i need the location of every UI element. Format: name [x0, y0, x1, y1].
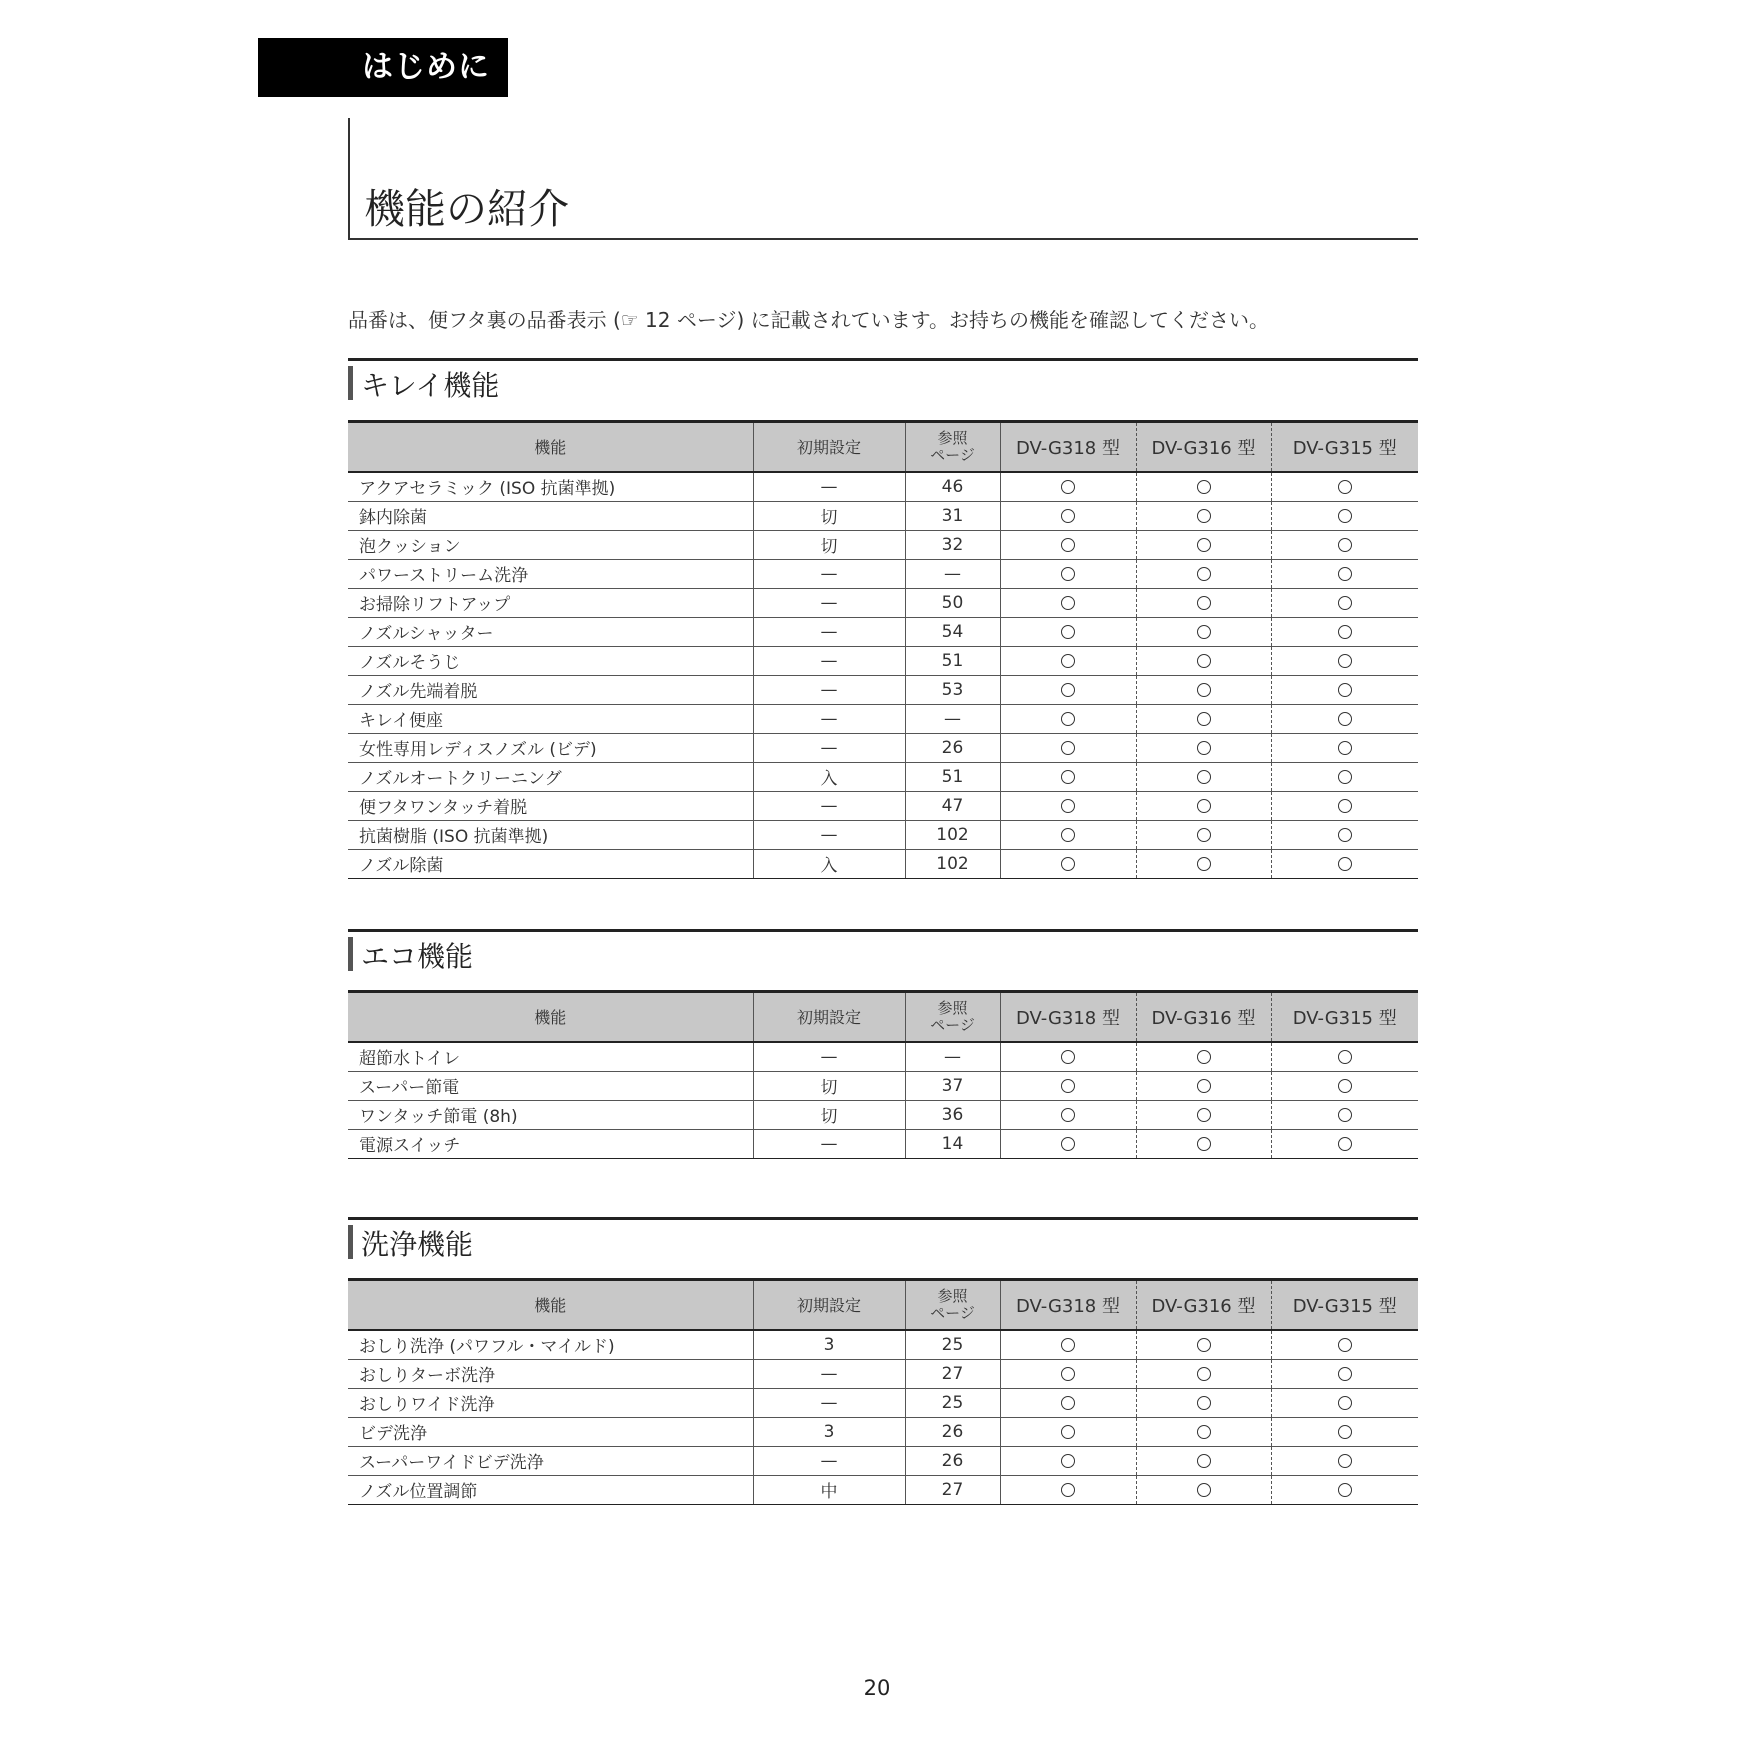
feature-table — [348, 1278, 1418, 1505]
supported-circle-icon — [1338, 828, 1352, 842]
table-row — [348, 1129, 1418, 1158]
initial-setting: 切 — [753, 1100, 905, 1129]
section-heading — [348, 929, 1418, 973]
model-dv-g318-support — [1000, 820, 1136, 849]
supported-circle-icon — [1061, 625, 1075, 639]
supported-circle-icon — [1197, 741, 1211, 755]
page-number: 20 — [863, 1676, 891, 1700]
model-dv-g315-support — [1271, 1475, 1418, 1504]
supported-circle-icon — [1197, 1079, 1211, 1093]
supported-circle-icon — [1338, 596, 1352, 610]
supported-circle-icon — [1061, 1454, 1075, 1468]
feature-name: おしりワイド洗浄 — [348, 1388, 753, 1417]
header-feature: 機能 — [348, 992, 753, 1042]
model-dv-g318-support — [1000, 762, 1136, 791]
section-heading — [348, 1217, 1418, 1261]
model-dv-g315-support — [1271, 675, 1418, 704]
initial-setting: — — [753, 1446, 905, 1475]
table-row — [348, 762, 1418, 791]
supported-circle-icon — [1061, 1396, 1075, 1410]
feature-name: おしりターボ洗浄 — [348, 1359, 753, 1388]
supported-circle-icon — [1338, 1483, 1352, 1497]
model-dv-g315-support — [1271, 1417, 1418, 1446]
supported-circle-icon — [1338, 1338, 1352, 1352]
feature-name: 抗菌樹脂 (ISO 抗菌準拠) — [348, 820, 753, 849]
supported-circle-icon — [1338, 480, 1352, 494]
reference-page: — — [905, 704, 1000, 733]
feature-name: ノズルオートクリーニング — [348, 762, 753, 791]
model-dv-g318-support — [1000, 588, 1136, 617]
supported-circle-icon — [1061, 1425, 1075, 1439]
model-dv-g318-support — [1000, 1417, 1136, 1446]
table-row — [348, 617, 1418, 646]
model-dv-g316-support — [1136, 1129, 1271, 1158]
reference-page: 26 — [905, 733, 1000, 762]
initial-setting: 3 — [753, 1417, 905, 1446]
model-dv-g318-support — [1000, 646, 1136, 675]
supported-circle-icon — [1197, 567, 1211, 581]
supported-circle-icon — [1197, 625, 1211, 639]
initial-setting: 切 — [753, 530, 905, 559]
model-dv-g315-support — [1271, 646, 1418, 675]
model-dv-g318-support — [1000, 791, 1136, 820]
supported-circle-icon — [1338, 1050, 1352, 1064]
supported-circle-icon — [1338, 1396, 1352, 1410]
initial-setting: 切 — [753, 1071, 905, 1100]
reference-page: 102 — [905, 820, 1000, 849]
model-dv-g315-support — [1271, 1330, 1418, 1360]
feature-name: 鉢内除菌 — [348, 501, 753, 530]
reference-page: 25 — [905, 1388, 1000, 1417]
supported-circle-icon — [1338, 1108, 1352, 1122]
model-dv-g318-support — [1000, 617, 1136, 646]
supported-circle-icon — [1061, 741, 1075, 755]
table-row — [348, 472, 1418, 502]
initial-setting: — — [753, 733, 905, 762]
model-dv-g315-support — [1271, 1359, 1418, 1388]
header-reference-line2: ページ — [930, 445, 975, 464]
reference-page: — — [905, 559, 1000, 588]
reference-page: 27 — [905, 1359, 1000, 1388]
model-dv-g318-support — [1000, 1330, 1136, 1360]
model-dv-g315-support — [1271, 1042, 1418, 1072]
header-initial-setting: 初期設定 — [753, 1280, 905, 1330]
supported-circle-icon — [1197, 1137, 1211, 1151]
table-row — [348, 1446, 1418, 1475]
model-dv-g318-support — [1000, 675, 1136, 704]
model-dv-g316-support — [1136, 1475, 1271, 1504]
table-row — [348, 501, 1418, 530]
section-heading-bar — [348, 1225, 353, 1259]
table-row — [348, 733, 1418, 762]
header-reference-line1: 参照 — [937, 428, 968, 447]
header-initial-setting: 初期設定 — [753, 422, 905, 472]
feature-name: 便フタワンタッチ着脱 — [348, 791, 753, 820]
table-row — [348, 1417, 1418, 1446]
model-dv-g315-support — [1271, 588, 1418, 617]
supported-circle-icon — [1197, 1454, 1211, 1468]
reference-page: 36 — [905, 1100, 1000, 1129]
model-dv-g315-support — [1271, 501, 1418, 530]
feature-name: キレイ便座 — [348, 704, 753, 733]
table-row — [348, 1359, 1418, 1388]
supported-circle-icon — [1197, 1483, 1211, 1497]
section-title: エコ機能 — [361, 940, 474, 973]
header-model-dv-g315: DV-G315 型 — [1271, 992, 1418, 1042]
model-dv-g315-support — [1271, 762, 1418, 791]
section-title: キレイ機能 — [361, 369, 500, 402]
supported-circle-icon — [1197, 1108, 1211, 1122]
feature-name: ノズルシャッター — [348, 617, 753, 646]
feature-name: おしり洗浄 (パワフル・マイルド) — [348, 1330, 753, 1360]
initial-setting: — — [753, 1129, 905, 1158]
reference-page: 53 — [905, 675, 1000, 704]
model-dv-g315-support — [1271, 820, 1418, 849]
model-dv-g315-support — [1271, 1388, 1418, 1417]
supported-circle-icon — [1061, 538, 1075, 552]
header-reference-line1: 参照 — [937, 1286, 968, 1305]
feature-name: お掃除リフトアップ — [348, 588, 753, 617]
reference-page: 14 — [905, 1129, 1000, 1158]
reference-page: 50 — [905, 588, 1000, 617]
initial-setting: 中 — [753, 1475, 905, 1504]
model-dv-g316-support — [1136, 1330, 1271, 1360]
model-dv-g316-support — [1136, 1071, 1271, 1100]
feature-name: 超節水トイレ — [348, 1042, 753, 1072]
feature-name: スーパー節電 — [348, 1071, 753, 1100]
header-initial-setting: 初期設定 — [753, 992, 905, 1042]
supported-circle-icon — [1061, 1137, 1075, 1151]
initial-setting: — — [753, 472, 905, 502]
header-reference-line2: ページ — [930, 1303, 975, 1322]
model-dv-g318-support — [1000, 1100, 1136, 1129]
table-header-row — [348, 992, 1418, 1042]
feature-table — [348, 990, 1418, 1159]
supported-circle-icon — [1197, 770, 1211, 784]
header-model-dv-g315: DV-G315 型 — [1271, 1280, 1418, 1330]
feature-name: ワンタッチ節電 (8h) — [348, 1100, 753, 1129]
supported-circle-icon — [1338, 741, 1352, 755]
supported-circle-icon — [1338, 567, 1352, 581]
reference-page: 31 — [905, 501, 1000, 530]
reference-page: 32 — [905, 530, 1000, 559]
initial-setting: 切 — [753, 501, 905, 530]
model-dv-g318-support — [1000, 1042, 1136, 1072]
header-feature: 機能 — [348, 422, 753, 472]
header-model-dv-g318: DV-G318 型 — [1000, 422, 1136, 472]
model-dv-g316-support — [1136, 704, 1271, 733]
table-row — [348, 791, 1418, 820]
supported-circle-icon — [1061, 567, 1075, 581]
model-dv-g315-support — [1271, 1129, 1418, 1158]
feature-name: ノズルそうじ — [348, 646, 753, 675]
feature-name: ビデ洗浄 — [348, 1417, 753, 1446]
table-header-row — [348, 1280, 1418, 1330]
table-header-row — [348, 422, 1418, 472]
section-heading-bar — [348, 937, 353, 971]
model-dv-g316-support — [1136, 617, 1271, 646]
initial-setting: 入 — [753, 849, 905, 878]
reference-page: 37 — [905, 1071, 1000, 1100]
model-dv-g316-support — [1136, 820, 1271, 849]
model-dv-g318-support — [1000, 1475, 1136, 1504]
feature-name: ノズル除菌 — [348, 849, 753, 878]
supported-circle-icon — [1197, 480, 1211, 494]
model-dv-g318-support — [1000, 1129, 1136, 1158]
initial-setting: — — [753, 1388, 905, 1417]
feature-table — [348, 420, 1418, 879]
supported-circle-icon — [1061, 1483, 1075, 1497]
model-dv-g318-support — [1000, 849, 1136, 878]
intro-text: 品番は、便フタ裏の品番表示 (☞ 12 ページ) に記載されています。お持ちの機能を確認してください。 — [348, 308, 1270, 332]
feature-name: 電源スイッチ — [348, 1129, 753, 1158]
model-dv-g316-support — [1136, 530, 1271, 559]
header-feature: 機能 — [348, 1280, 753, 1330]
initial-setting: — — [753, 617, 905, 646]
reference-page: 51 — [905, 646, 1000, 675]
reference-page: 46 — [905, 472, 1000, 502]
supported-circle-icon — [1197, 799, 1211, 813]
reference-page: 102 — [905, 849, 1000, 878]
table-row — [348, 849, 1418, 878]
model-dv-g315-support — [1271, 849, 1418, 878]
initial-setting: — — [753, 820, 905, 849]
supported-circle-icon — [1061, 683, 1075, 697]
chapter-tab: はじめに — [258, 38, 508, 97]
supported-circle-icon — [1338, 799, 1352, 813]
supported-circle-icon — [1197, 538, 1211, 552]
header-model-dv-g315: DV-G315 型 — [1271, 422, 1418, 472]
supported-circle-icon — [1338, 857, 1352, 871]
supported-circle-icon — [1338, 1425, 1352, 1439]
model-dv-g315-support — [1271, 1071, 1418, 1100]
initial-setting: — — [753, 675, 905, 704]
supported-circle-icon — [1197, 1367, 1211, 1381]
reference-page: 51 — [905, 762, 1000, 791]
model-dv-g316-support — [1136, 1388, 1271, 1417]
model-dv-g315-support — [1271, 472, 1418, 502]
supported-circle-icon — [1061, 857, 1075, 871]
initial-setting: — — [753, 588, 905, 617]
table-row — [348, 1330, 1418, 1360]
model-dv-g318-support — [1000, 1446, 1136, 1475]
model-dv-g315-support — [1271, 733, 1418, 762]
table-row — [348, 675, 1418, 704]
feature-name: パワーストリーム洗浄 — [348, 559, 753, 588]
table-row — [348, 820, 1418, 849]
supported-circle-icon — [1197, 654, 1211, 668]
supported-circle-icon — [1197, 596, 1211, 610]
reference-page: 26 — [905, 1446, 1000, 1475]
supported-circle-icon — [1061, 1050, 1075, 1064]
supported-circle-icon — [1338, 625, 1352, 639]
initial-setting: — — [753, 791, 905, 820]
section-heading — [348, 358, 1418, 402]
model-dv-g318-support — [1000, 559, 1136, 588]
supported-circle-icon — [1061, 654, 1075, 668]
model-dv-g316-support — [1136, 849, 1271, 878]
supported-circle-icon — [1061, 799, 1075, 813]
header-model-dv-g316: DV-G316 型 — [1136, 422, 1271, 472]
model-dv-g318-support — [1000, 501, 1136, 530]
supported-circle-icon — [1061, 1338, 1075, 1352]
supported-circle-icon — [1061, 1367, 1075, 1381]
supported-circle-icon — [1338, 712, 1352, 726]
header-model-dv-g318: DV-G318 型 — [1000, 1280, 1136, 1330]
model-dv-g316-support — [1136, 559, 1271, 588]
table-row — [348, 1042, 1418, 1072]
model-dv-g315-support — [1271, 791, 1418, 820]
table-row — [348, 1100, 1418, 1129]
model-dv-g316-support — [1136, 588, 1271, 617]
table-row — [348, 1388, 1418, 1417]
supported-circle-icon — [1338, 770, 1352, 784]
table-row — [348, 704, 1418, 733]
header-reference-line1: 参照 — [937, 998, 968, 1017]
feature-name: スーパーワイドビデ洗浄 — [348, 1446, 753, 1475]
supported-circle-icon — [1061, 1108, 1075, 1122]
supported-circle-icon — [1338, 538, 1352, 552]
model-dv-g318-support — [1000, 472, 1136, 502]
initial-setting: — — [753, 646, 905, 675]
model-dv-g316-support — [1136, 1359, 1271, 1388]
initial-setting: — — [753, 704, 905, 733]
header-reference-line2: ページ — [930, 1015, 975, 1034]
feature-name: 女性専用レディスノズル (ビデ) — [348, 733, 753, 762]
supported-circle-icon — [1338, 1454, 1352, 1468]
model-dv-g316-support — [1136, 791, 1271, 820]
model-dv-g316-support — [1136, 646, 1271, 675]
feature-name: 泡クッション — [348, 530, 753, 559]
model-dv-g315-support — [1271, 559, 1418, 588]
supported-circle-icon — [1197, 1396, 1211, 1410]
model-dv-g316-support — [1136, 1417, 1271, 1446]
supported-circle-icon — [1338, 1079, 1352, 1093]
model-dv-g316-support — [1136, 762, 1271, 791]
model-dv-g315-support — [1271, 1446, 1418, 1475]
feature-name: アクアセラミック (ISO 抗菌準拠) — [348, 472, 753, 502]
supported-circle-icon — [1338, 509, 1352, 523]
header-reference-page — [905, 992, 1000, 1042]
supported-circle-icon — [1338, 1137, 1352, 1151]
feature-name: ノズル先端着脱 — [348, 675, 753, 704]
model-dv-g315-support — [1271, 704, 1418, 733]
header-model-dv-g316: DV-G316 型 — [1136, 992, 1271, 1042]
model-dv-g318-support — [1000, 704, 1136, 733]
reference-page: 47 — [905, 791, 1000, 820]
feature-name: ノズル位置調節 — [348, 1475, 753, 1504]
header-reference-page — [905, 422, 1000, 472]
model-dv-g315-support — [1271, 1100, 1418, 1129]
title-block — [348, 118, 1418, 240]
model-dv-g318-support — [1000, 733, 1136, 762]
table-row — [348, 1475, 1418, 1504]
table-row — [348, 1071, 1418, 1100]
model-dv-g316-support — [1136, 472, 1271, 502]
model-dv-g316-support — [1136, 1100, 1271, 1129]
model-dv-g316-support — [1136, 501, 1271, 530]
model-dv-g316-support — [1136, 1042, 1271, 1072]
supported-circle-icon — [1197, 828, 1211, 842]
header-model-dv-g318: DV-G318 型 — [1000, 992, 1136, 1042]
table-row — [348, 559, 1418, 588]
table-row — [348, 530, 1418, 559]
page-title: 機能の紹介 — [364, 185, 569, 233]
model-dv-g315-support — [1271, 530, 1418, 559]
supported-circle-icon — [1197, 509, 1211, 523]
section-title: 洗浄機能 — [361, 1228, 474, 1261]
initial-setting: 入 — [753, 762, 905, 791]
section-heading-bar — [348, 366, 353, 400]
reference-page: 27 — [905, 1475, 1000, 1504]
supported-circle-icon — [1197, 1050, 1211, 1064]
supported-circle-icon — [1061, 712, 1075, 726]
supported-circle-icon — [1197, 683, 1211, 697]
table-row — [348, 646, 1418, 675]
model-dv-g318-support — [1000, 1388, 1136, 1417]
model-dv-g316-support — [1136, 733, 1271, 762]
supported-circle-icon — [1338, 654, 1352, 668]
initial-setting: 3 — [753, 1330, 905, 1360]
supported-circle-icon — [1197, 1425, 1211, 1439]
model-dv-g318-support — [1000, 530, 1136, 559]
initial-setting: — — [753, 559, 905, 588]
supported-circle-icon — [1197, 857, 1211, 871]
table-row — [348, 588, 1418, 617]
reference-page: 26 — [905, 1417, 1000, 1446]
model-dv-g315-support — [1271, 617, 1418, 646]
supported-circle-icon — [1197, 712, 1211, 726]
header-model-dv-g316: DV-G316 型 — [1136, 1280, 1271, 1330]
initial-setting: — — [753, 1042, 905, 1072]
reference-page: — — [905, 1042, 1000, 1072]
initial-setting: — — [753, 1359, 905, 1388]
reference-page: 25 — [905, 1330, 1000, 1360]
supported-circle-icon — [1061, 828, 1075, 842]
supported-circle-icon — [1197, 1338, 1211, 1352]
supported-circle-icon — [1338, 683, 1352, 697]
model-dv-g318-support — [1000, 1359, 1136, 1388]
supported-circle-icon — [1061, 509, 1075, 523]
supported-circle-icon — [1061, 596, 1075, 610]
model-dv-g316-support — [1136, 1446, 1271, 1475]
model-dv-g318-support — [1000, 1071, 1136, 1100]
model-dv-g316-support — [1136, 675, 1271, 704]
supported-circle-icon — [1061, 480, 1075, 494]
supported-circle-icon — [1338, 1367, 1352, 1381]
header-reference-page — [905, 1280, 1000, 1330]
supported-circle-icon — [1061, 770, 1075, 784]
supported-circle-icon — [1061, 1079, 1075, 1093]
reference-page: 54 — [905, 617, 1000, 646]
